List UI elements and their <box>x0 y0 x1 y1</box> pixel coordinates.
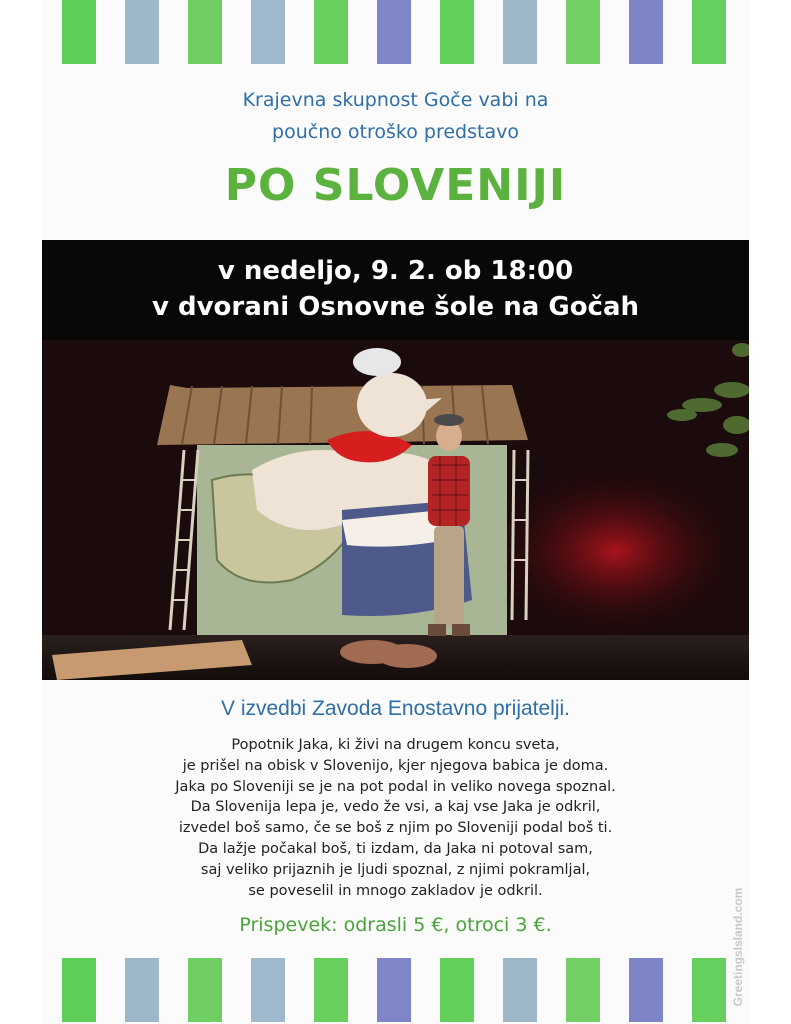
description-line: Da Slovenija lepa je, vedo že vsi, a kaj vse Jaka je odkril, <box>190 799 601 816</box>
description-line: Da lažje počakal boš, ti izdam, da Jaka ni potoval sam, <box>198 840 593 857</box>
stripe <box>503 958 537 1022</box>
stripe <box>503 0 537 64</box>
invitation-line-2: poučno otroško predstavo <box>272 121 519 143</box>
ticket-price: Prispevek: odrasli 5 €, otroci 3 €. <box>239 914 552 936</box>
description-line: Jaka po Sloveniji se je na pot podal in veliko novega spoznal. <box>175 778 616 795</box>
stripe <box>692 958 726 1022</box>
stripe <box>62 958 96 1022</box>
show-description <box>42 735 749 901</box>
show-title: PO SLOVENIJI <box>224 160 567 211</box>
event-venue: v dvorani Osnovne šole na Gočah <box>151 292 640 322</box>
top-stripe-border <box>62 0 732 64</box>
stripe <box>314 0 348 64</box>
stripe <box>251 958 285 1022</box>
stage-photo <box>42 240 749 680</box>
stripe <box>125 0 159 64</box>
stripe <box>377 958 411 1022</box>
watermark <box>729 872 747 1022</box>
stripe <box>188 0 222 64</box>
stripe <box>377 0 411 64</box>
stage-scene-image <box>42 240 749 680</box>
stripe <box>188 958 222 1022</box>
stripe <box>566 0 600 64</box>
description-line: je prišel na obisk v Slovenijo, kjer njegova babica je doma. <box>182 757 609 774</box>
bottom-stripe-border <box>62 958 732 1022</box>
stripe <box>440 958 474 1022</box>
stripe <box>62 0 96 64</box>
stripe <box>125 958 159 1022</box>
description-line: Popotnik Jaka, ki živi na drugem koncu sveta, <box>231 737 560 753</box>
stripe <box>692 0 726 64</box>
stripe <box>629 0 663 64</box>
description-line: saj veliko prijaznih je ljudi spoznal, z njimi pokramljal, <box>200 861 591 878</box>
event-date: v nedeljo, 9. 2. ob 18:00 <box>217 256 574 286</box>
stripe <box>314 958 348 1022</box>
stripe <box>629 958 663 1022</box>
stripe <box>566 958 600 1022</box>
stripe <box>440 0 474 64</box>
performer-line: V izvedbi Zavoda Enostavno prijatelji. <box>220 697 571 720</box>
stripe <box>251 0 285 64</box>
invitation-line-1: Krajevna skupnost Goče vabi na <box>242 89 549 111</box>
description-line: se poveselil in mnogo zakladov je odkril. <box>248 882 543 899</box>
description-line: izvedel boš samo, če se boš z njim po Sloveniji podal boš ti. <box>178 820 613 837</box>
watermark-text: GreetingsIsland.com <box>731 887 745 1007</box>
